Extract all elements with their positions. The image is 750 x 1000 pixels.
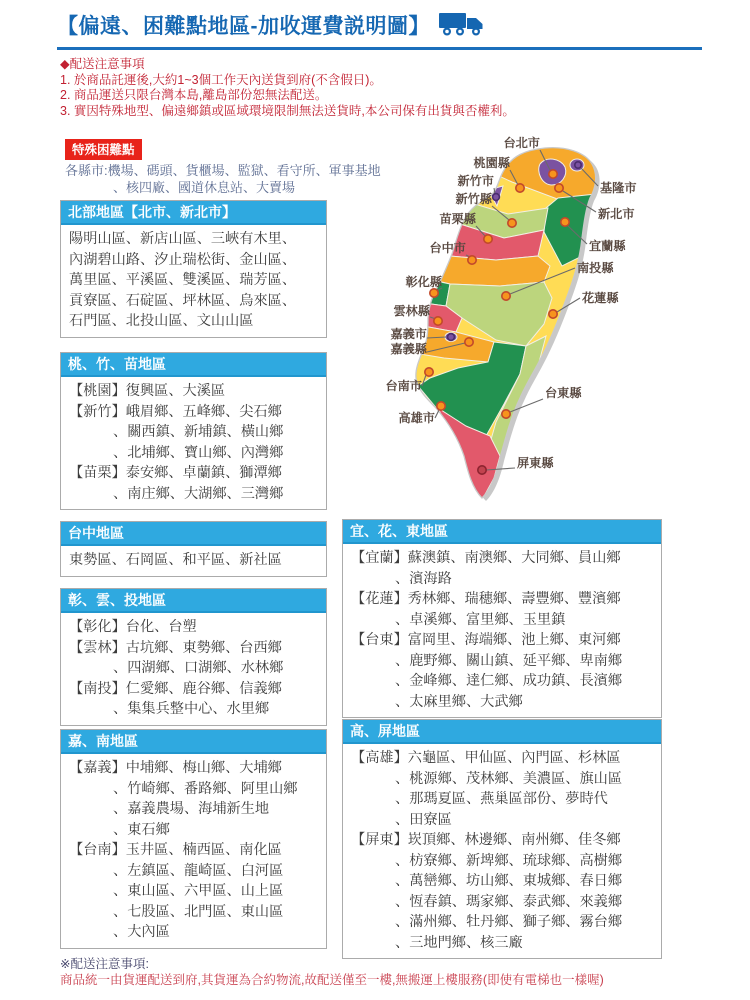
region-box-title: 北部地區【北市、新北市】 <box>61 201 326 225</box>
special-line: 、核四廠、國道休息站、大賣場 <box>113 179 296 195</box>
region-line: 【花蓮】秀林鄉、瑞穗鄉、壽豐鄉、豐濱鄉 <box>351 591 621 607</box>
region-line: 、七股區、北門區、東山區 <box>113 903 284 920</box>
region-line: 、竹崎鄉、番路鄉、阿里山鄉 <box>113 780 298 797</box>
page-title: 【偏遠、困難點地區-加收運費説明圖】 <box>57 15 430 38</box>
region-box-yi-hua-tung <box>342 519 662 718</box>
map-label-changhua: 彰化縣 <box>405 275 442 289</box>
region-line: 、集集兵整中心、水里鄉 <box>113 701 270 717</box>
map-dot-chiayi-county <box>465 338 473 346</box>
map-dot-pingtung <box>478 466 486 474</box>
region-box-chia-nan <box>60 729 327 949</box>
region-line: 【屏東】崁頂鄉、林邊鄉、南州鄉、佳冬鄉 <box>351 832 621 848</box>
region-line: 、太麻里鄉、大武鄉 <box>395 693 523 710</box>
map-dot-changhua <box>430 289 438 297</box>
region-line: 貢寮區、石碇區、坪林區、烏來區、 <box>69 292 297 309</box>
map-label-new-taipei: 新北市 <box>598 207 635 221</box>
region-line: 、田寮區 <box>395 811 452 828</box>
map-label-hsinchu-county: 新竹縣 <box>455 192 492 206</box>
map-label-kaohsiung: 高雄市 <box>398 411 435 425</box>
region-line: 、嘉義農場、海埔新生地 <box>113 801 270 817</box>
map-dot-new-taipei <box>555 184 563 192</box>
footer-text: 商品統一由貨運配送到府,其貨運為合約物流,故配送僅至一樓,無搬運上樓服務(即使有電梯也一樣喔) <box>60 973 604 987</box>
region-box-title: 台中地區 <box>61 522 326 546</box>
map-label-hualien: 花蓮縣 <box>582 291 619 305</box>
region-box-title: 彰、雲、投地區 <box>61 589 326 613</box>
map-dot-hsinchu-city <box>493 194 500 201</box>
map-dot-taichung <box>468 256 476 264</box>
taiwan-map <box>360 126 700 518</box>
region-box-title: 桃、竹、苗地區 <box>61 353 326 377</box>
region-line: 萬里區、平溪區、雙溪區、瑞芳區、 <box>69 272 297 288</box>
region-box-title: 宜、花、東地區 <box>343 520 661 544</box>
region-line: 、大內區 <box>113 924 170 940</box>
region-line: 【台東】富岡里、海端鄉、池上鄉、東河鄉 <box>351 632 621 648</box>
region-box-north <box>60 200 327 338</box>
map-label-chiayi-county: 嘉義縣 <box>390 342 427 356</box>
region-line: 、關西鎮、新埔鎮、橫山鄉 <box>113 424 284 440</box>
region-line: 、滿州鄉、牡丹鄉、獅子鄉、霧台鄉 <box>395 914 623 930</box>
map-label-keelung: 基隆市 <box>600 181 637 195</box>
note-item: 2. 商品運送只限台灣本島,離島部份恕無法配送。 <box>60 88 328 102</box>
map-label-tainan: 台南市 <box>385 379 422 393</box>
region-line: 、北埔鄉、寶山鄉、內灣鄉 <box>113 444 284 461</box>
title-divider <box>57 47 702 50</box>
map-label-miaoli: 苗栗縣 <box>439 212 476 226</box>
footer-notes <box>60 956 604 988</box>
map-label-yilan: 宜蘭縣 <box>589 239 626 253</box>
map-dot-nantou <box>502 292 510 300</box>
region-line: 【苗栗】泰安鄉、卓蘭鎮、獅潭鄉 <box>69 465 282 481</box>
notes-heading: ◆配送注意事項 <box>60 57 145 71</box>
region-line: 、東石鄉 <box>113 821 170 838</box>
region-line: 【雲林】古坑鄉、東勢鄉、台西鄉 <box>69 639 282 656</box>
region-line: 石門區、北投山區、文山山區 <box>69 313 254 329</box>
region-line: 、左鎮區、龍崎區、白河區 <box>113 862 284 879</box>
note-item: 1. 於商品託運後,大約1~3個工作天內送貨到府(不含假日)。 <box>60 72 382 87</box>
region-line: 【嘉義】中埔鄉、梅山鄉、大埔鄉 <box>69 760 282 776</box>
region-line: 、枋寮鄉、新埤鄉、琉球鄉、高樹鄉 <box>395 852 623 869</box>
region-line: 【南投】仁愛鄉、鹿谷鄉、信義鄉 <box>69 680 282 697</box>
map-dot-keelung <box>575 162 581 168</box>
map-label-pingtung: 屏東縣 <box>517 456 554 470</box>
map-dot-chiayi-city <box>448 334 455 341</box>
map-label-chiayi-city: 嘉義市 <box>390 327 427 341</box>
region-line: 、東山區、六甲區、山上區 <box>113 883 284 899</box>
region-line: 【台南】玉井區、楠西區、南化區 <box>69 842 282 858</box>
map-label-hsinchu-city: 新竹市 <box>457 174 494 188</box>
region-line: 內湖碧山路、汐止瑞松街、金山區、 <box>69 251 297 268</box>
map-label-taichung: 台中市 <box>429 241 466 255</box>
footer-heading: ※配送注意事項: <box>60 957 149 971</box>
map-dot-taipei <box>549 170 557 178</box>
region-line: 【宜蘭】蘇澳鎮、南澳鄉、大同鄉、員山鄉 <box>351 550 621 566</box>
map-dot-miaoli <box>484 235 492 243</box>
truck-icon <box>438 10 490 40</box>
region-box-taichung <box>60 521 327 577</box>
note-item: 3. 實因特殊地型、偏遠鄉鎮或區域環境限制無法送貨時,本公司保有出貨與否權利。 <box>60 103 515 118</box>
region-line: 、那瑪夏區、燕巢區部份、夢時代 <box>395 791 608 807</box>
special-difficult-points <box>65 139 381 196</box>
map-dot-tainan <box>425 368 433 376</box>
delivery-notes <box>60 57 515 119</box>
map-label-taitung: 台東縣 <box>545 386 582 400</box>
region-line: 、鹿野鄉、關山鎮、延平鄉、卑南鄉 <box>395 652 623 669</box>
region-line: 【桃園】復興區、大溪區 <box>69 383 226 399</box>
region-box-chang-yun-tou <box>60 588 327 726</box>
special-line: 各縣市:機場、碼頭、貨櫃場、監獄、看守所、軍事基地 <box>65 163 381 178</box>
map-dot-taitung <box>502 410 510 418</box>
region-box-tao-chu-miao <box>60 352 327 510</box>
map-dot-kaohsiung <box>437 402 445 410</box>
region-box-title: 高、屏地區 <box>343 720 661 744</box>
region-box-title: 嘉、南地區 <box>61 730 326 754</box>
leader-line <box>435 410 439 418</box>
map-label-nantou: 南投縣 <box>577 261 614 275</box>
region-line: 【新竹】峨眉鄉、五峰鄉、尖石鄉 <box>69 403 282 420</box>
region-line: 、金峰鄉、達仁鄉、成功鎮、長濱鄉 <box>395 673 623 689</box>
region-line: 、四湖鄉、口湖鄉、水林鄉 <box>113 660 284 676</box>
map-dot-yunlin <box>434 317 442 325</box>
map-dot-hsinchu-county <box>508 219 516 227</box>
map-label-yunlin: 雲林縣 <box>393 304 430 318</box>
map-dot-hualien <box>549 310 557 318</box>
map-label-taipei: 台北市 <box>503 136 540 150</box>
region-line: 、南庄鄉、大湖鄉、三灣鄉 <box>113 485 284 502</box>
header <box>57 10 490 40</box>
region-line: 、濱海路 <box>395 570 452 587</box>
region-line: 、萬巒鄉、坊山鄉、東城鄉、春日鄉 <box>395 873 623 889</box>
region-line: 陽明山區、新店山區、三峽有木里、 <box>69 231 297 247</box>
region-line: 、卓溪鄉、富里鄉、玉里鎮 <box>395 611 566 628</box>
map-dot-yilan <box>561 218 569 226</box>
map-label-taoyuan: 桃園縣 <box>473 156 510 170</box>
region-line: 東勢區、石岡區、和平區、新社區 <box>69 552 282 568</box>
region-line: 、恆春鎮、瑪家鄉、泰武鄉、來義鄉 <box>395 893 623 910</box>
region-line: 【高雄】六龜區、甲仙區、內門區、杉林區 <box>351 750 621 766</box>
map-dot-taoyuan <box>516 184 524 192</box>
region-line: 、三地門鄉、核三廠 <box>395 934 523 951</box>
special-badge: 特殊困難點 <box>65 139 142 160</box>
region-line: 、桃源鄉、茂林鄉、美濃區、旗山區 <box>395 770 623 787</box>
region-line: 【彰化】台化、台塑 <box>69 619 197 635</box>
region-box-kao-ping <box>342 719 662 959</box>
